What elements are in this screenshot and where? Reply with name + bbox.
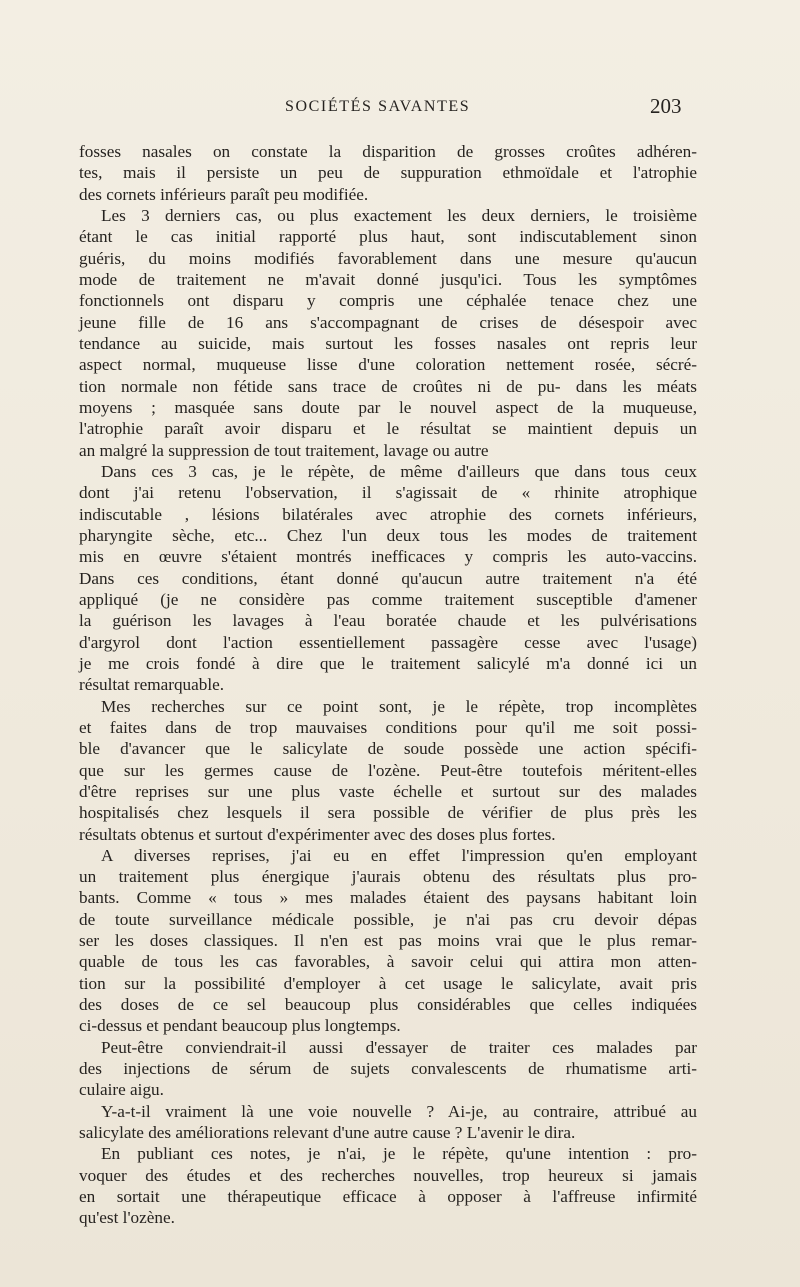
running-title: SOCIÉTÉS SAVANTES [285,98,471,115]
text-line: Les 3 derniers cas, ou plus exactement les deux derniers, le troisième [101,205,697,225]
text-line: mode de traitement ne m'avait donné jusqu'ici. Tous les symptômes [79,269,697,289]
text-line: bants. Comme « tous » mes malades étaient des paysans habitant loin [79,888,697,908]
text-line: des injections de sérum de sujets convalescents de rhumatisme arti- [79,1059,697,1079]
body-text [79,141,697,1229]
text-line: Mes recherches sur ce point sont, je le répète, trop incomplètes [101,696,697,716]
text-line: jeune fille de 16 ans s'accompagnant de crises de désespoir avec [79,312,697,332]
text-line: hospitalisés chez lesquels il sera possible de vérifier de plus près les [79,803,697,823]
text-line: des doses de ce sel beaucoup plus considérables que celles indiquées [79,995,697,1015]
text-line: tion normale non fétide sans trace de croûtes ni de pu- dans les méats [79,376,697,396]
text-line: indiscutable , lésions bilatérales avec atrophie des cornets inférieurs, [79,504,697,524]
text-line: ser les doses classiques. Il n'en est pas moins vrai que le plus remar- [79,931,697,951]
text-line: Y-a-t-il vraiment là une voie nouvelle ? Ai-je, au contraire, attribué au [101,1101,697,1121]
text-line: et faites dans de trop mauvaises conditions pour qu'il me soit possi- [79,717,697,737]
text-line: Dans ces conditions, étant donné qu'aucun autre traitement n'a été [79,568,697,588]
text-line: Peut-être conviendrait-il aussi d'essayer de traiter ces malades par [101,1037,697,1057]
text-line: quable de tous les cas favorables, à savoir celui qui attira mon atten- [79,952,697,972]
text-line: un traitement plus énergique j'aurais obtenu des résultats plus pro- [79,867,697,887]
text-line: d'argyrol dont l'action essentiellement passagère cesse avec l'usage) [79,632,697,652]
text-line: appliqué (je ne considère pas comme traitement susceptible d'amener [79,589,697,609]
text-line: an malgré la suppression de tout traitement, lavage ou autre [79,440,489,460]
page-number: 203 [650,94,682,118]
text-line: En publiant ces notes, je n'ai, je le répète, qu'une intention : pro- [101,1144,697,1164]
text-line: Dans ces 3 cas, je le répète, de même d'ailleurs que dans tous ceux [101,461,697,481]
text-line: A diverses reprises, j'ai eu en effet l'impression qu'en employant [101,845,697,865]
text-line: tendance au suicide, mais surtout les fosses nasales ont repris leur [79,333,697,353]
text-line: guéris, du moins modifiés favorablement dans une mesure qu'aucun [79,248,697,268]
text-line: je me crois fondé à dire que le traitement salicylé m'a donné ici un [79,653,697,673]
text-line: que sur les germes cause de l'ozène. Peut-être toutefois méritent-elles [79,760,697,780]
text-line: des cornets inférieurs paraît peu modifiée. [79,184,369,204]
text-line: moyens ; masquée sans doute par le nouvel aspect de la muqueuse, [79,397,697,417]
text-line: d'être reprises sur une plus vaste échelle et surtout sur des malades [79,781,697,801]
text-line: aspect normal, muqueuse lisse d'une coloration nettement rosée, sécré- [79,355,697,375]
text-line: qu'est l'ozène. [79,1208,175,1228]
text-line: mis en œuvre s'étaient montrés inefficaces y compris les auto-vaccins. [79,547,697,567]
text-line: la guérison les lavages à l'eau boratée chaude et les pulvérisations [79,611,697,631]
text-line: culaire aigu. [79,1080,164,1100]
text-line: pharyngite sèche, etc... Chez l'un deux tous les modes de traitement [79,525,697,545]
text-line: tion sur la possibilité d'employer à cet usage le salicylate, avait pris [79,973,697,993]
text-line: ci-dessus et pendant beaucoup plus longtemps. [79,1016,401,1036]
text-line: salicylate des améliorations relevant d'une autre cause ? L'avenir le dira. [79,1123,576,1143]
text-line: fonctionnels ont disparu y compris une céphalée tenace chez une [79,291,697,311]
text-line: tes, mais il persiste un peu de suppuration ethmoïdale et l'atrophie [79,163,697,183]
text-line: voquer des études et des recherches nouvelles, trop heureux si jamais [79,1165,697,1185]
text-line: ble d'avancer que le salicylate de soude possède une action spécifi- [79,739,697,759]
text-line: dont j'ai retenu l'observation, il s'agissait de « rhinite atrophique [79,483,697,503]
text-line: en sortait une thérapeutique efficace à opposer à l'affreuse infirmité [79,1187,697,1207]
text-line: l'atrophie paraît avoir disparu et le résultat se maintient depuis un [79,419,697,439]
text-line: étant le cas initial rapporté plus haut, sont indiscutablement sinon [79,227,697,247]
text-line: fosses nasales on constate la disparition de grosses croûtes adhéren- [79,142,697,161]
text-line: résultats obtenus et surtout d'expérimenter avec des doses plus fortes. [79,824,556,844]
text-line: de toute surveillance médicale possible, je n'ai pas cru devoir dépas [79,909,697,929]
text-line: résultat remarquable. [79,675,225,695]
